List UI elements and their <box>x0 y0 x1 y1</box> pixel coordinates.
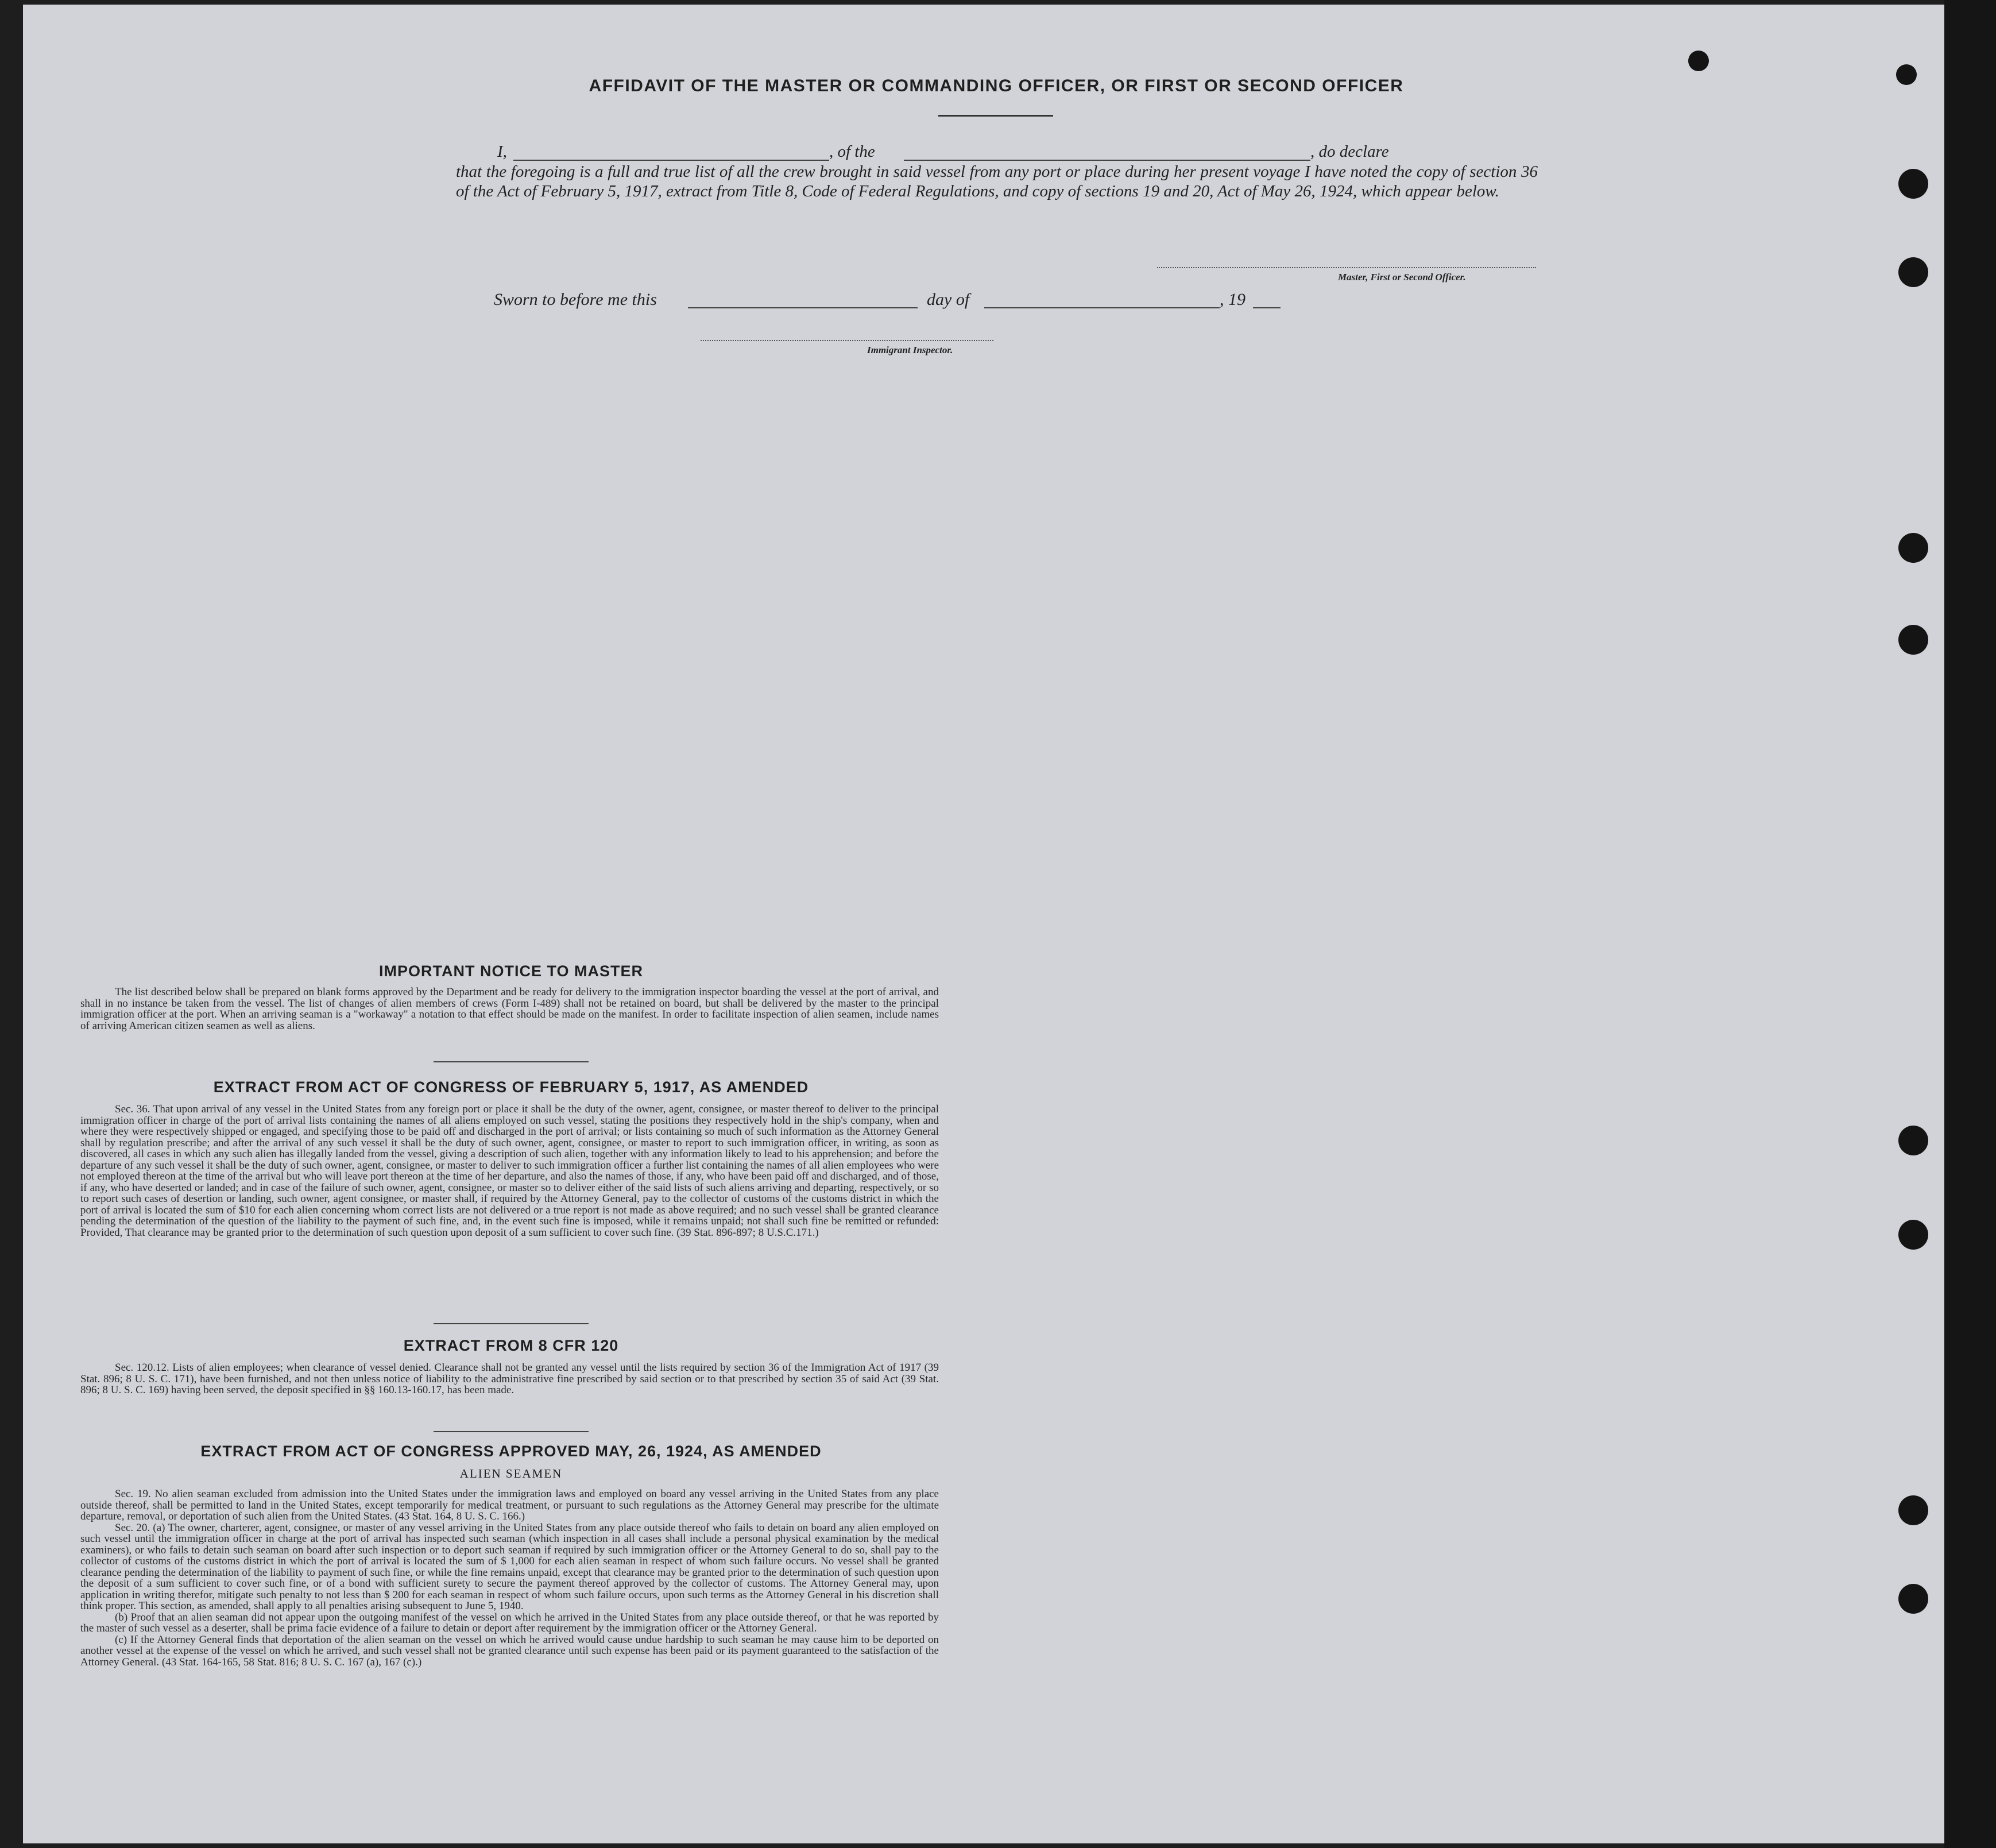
punch-hole <box>1898 257 1928 287</box>
signature-caption: Master, First or Second Officer. <box>1338 272 1466 283</box>
vessel-field[interactable] <box>904 142 1310 161</box>
extract-1924-subtitle: ALIEN SEAMEN <box>459 1467 563 1480</box>
separator <box>434 1431 589 1432</box>
notice-body <box>80 987 939 1031</box>
punch-hole <box>1898 625 1928 655</box>
notice-title: IMPORTANT NOTICE TO MASTER <box>379 962 643 980</box>
punch-hole <box>1898 169 1928 199</box>
punch-hole <box>1898 533 1928 563</box>
sworn-label: Sworn to before me this <box>494 290 657 309</box>
extract-cfr-body <box>80 1362 939 1396</box>
inspector-caption: Immigrant Inspector. <box>867 345 953 355</box>
title-rule <box>938 115 1053 117</box>
extract-1924-paragraph: (c) If the Attorney General finds that deportation of the alien seaman on the vessel on which he arrived would cause undue hardship to such seaman he may cause him to be deported on another vessel at the expense of the vessel on which he arrived, and such vessel shall not be granted clearance until such expense has been paid or its payment guaranteed to the satisfaction of the Attorney General. (43 Stat. 164-165, 58 Stat. 816; 8 U. S. C. 167 (a), 167 (c).) <box>80 1633 939 1668</box>
extract-1924-paragraph: Sec. 20. (a) The owner, charterer, agent, consignee, or master of any vessel arriving in the United States from any place outside thereof who fails to detain on board any alien employed on such vessel until the immigration officer in charge at the port of arrival has inspected such seaman (which inspection in all cases shall include a personal physical examination by the medical examiners), or who fails to detain such seaman on board after such inspection or to deport such seaman if required by such immigration officer or the Attorney General to do so, shall pay to the collector of customs of the customs district in which the port of arrival is located the sum of $ 1,000 for each alien seaman in respect of whom such failure occurs. No vessel shall be granted clearance pending the determination of the liability to payment of such fine, or while the fine remains unpaid, except that clearance may be granted prior to the determination of such question upon the deposit of a sum sufficient to cover such fine, or of a bond with sufficient surety to secure the payment thereof approved by the collector of customs. The Attorney General may, upon application in writing therefor, mitigate such penalty to not less than $ 200 for each seaman in respect of whom such failure occurs, upon such terms as the Attorney General in his discretion shall think proper. This section, as amended, shall apply to all penalties arising subsequent to June 5, 1940. <box>80 1521 939 1612</box>
notice-paragraph: The list described below shall be prepared on blank forms approved by the Department and be ready for delivery to the immigration inspector boarding the vessel at the port of arrival, and shall in no instance be taken from the vessel. The list of changes of alien members of crews (Form I-489) shall not be retained on board, but shall be delivered by the master to the principal immigration officer at the port. When an arriving seaman is a "workaway" a notation to that effect should be made on the manifest. In order to facilitate inspection of alien seamen, include names of arriving American citizen seamen as well as aliens. <box>80 986 939 1032</box>
extract-1917-paragraph: Sec. 36. That upon arrival of any vessel in the United States from any foreign port or place it shall be the duty of the owner, agent, consignee, or master thereof to deliver to the principal immigration officer in charge of the port of arrival lists containing the names of all aliens employed on such vessel, stating the positions they respectively hold in the ship's company, when and where they were respectively shipped or engaged, and specifying those to be paid off and discharged in the port of arrival; or lists containing so much of such information as the Attorney General shall by regulation prescribe; and after the arrival of any such vessel it shall be the duty of such owner, agent, consignee, or master to report to such immigration officer, in writing, as soon as discovered, all cases in which any such alien has illegally landed from the vessel, giving a description of such alien, together with any information likely to lead to his apprehension; and before the departure of any such vessel it shall be the duty of such owner, agent, consignee, or master to deliver to such immigration officer a further list containing the names of all alien employees who were not employed thereon at the time of the arrival but who will leave port thereon at the time of her departure, and also the names of those, if any, who have been paid off and discharged, and of those, if any, who have deserted or landed; and in case of the failure of such owner, agent, consignee, or master so to deliver either of the said lists of such aliens arriving and departing, respectively, or so to report such cases of desertion or landing, such owner, agent consignee, or master shall, if required by the Attorney General, pay to the collector of customs of the customs district in which the port of arrival is located the sum of $10 for each alien concerning whom correct lists are not delivered or a true report is not made as above required; and no such vessel shall be granted clearance pending the determination of the question of the liability to the payment of such fine, and, in the event such fine is imposed, while it remains unpaid; not shall such fine be remitted or refunded: Provided, That clearance may be granted prior to the determination of such question upon deposit of a sum sufficient to cover such fine. (39 Stat. 896-897; 8 U.S.C.171.) <box>80 1103 939 1239</box>
day-field[interactable] <box>688 290 918 308</box>
separator <box>434 1061 589 1062</box>
extract-1924-title: EXTRACT FROM ACT OF CONGRESS APPROVED MAY, 26, 1924, AS AMENDED <box>200 1443 822 1460</box>
punch-hole <box>1896 64 1917 85</box>
punch-hole <box>1898 1584 1928 1614</box>
inspector-signature-line[interactable] <box>701 340 993 341</box>
month-field[interactable] <box>984 290 1220 308</box>
extract-1917-title: EXTRACT FROM ACT OF CONGRESS OF FEBRUARY 5, 1917, AS AMENDED <box>213 1078 809 1096</box>
sworn-line <box>494 290 1298 313</box>
declaration-text: that the foregoing is a full and true list of all the crew brought in said vessel from any port or place during her present voyage I have noted the copy of section 36 of the Act of February 5, 1917, extract from Title 8, Code of Federal Regulations, and copy of sections 19 and 20, Act of May 26, 1924, which appear below. <box>456 163 1538 200</box>
i-label: I, <box>497 142 507 161</box>
signature-line[interactable] <box>1157 267 1536 268</box>
extract-cfr-paragraph: Sec. 120.12. Lists of alien employees; when clearance of vessel denied. Clearance shall not be granted any vessel until the lists required by section 36 of the Immigration Act of 1917 (39 Stat. 896; 8 U. S. C. 171), have been furnished, and not then unless notice of liability to the administrative fine prescribed by said section or to that prescribed by section 35 of said Act (39 Stat. 896; 8 U. S. C. 169) having been served, the deposit specified in §§ 160.13-160.17, has been made. <box>80 1362 939 1396</box>
day-of-label: day of <box>927 290 970 309</box>
do-declare-label: , do declare <box>1310 142 1389 161</box>
scan-border <box>1944 0 1996 1848</box>
extract-1924-paragraph: (b) Proof that an alien seaman did not appear upon the outgoing manifest of the vessel on which he arrived in the United States from any place outside thereof, or that he was reported by the master of such vessel as a deserter, shall be prima facie evidence of a failure to detain or deport after requirement by the immigration officer or the Attorney General. <box>80 1611 939 1634</box>
extract-1924-paragraph: Sec. 19. No alien seaman excluded from admission into the United States under the immigration laws and employed on board any vessel arriving in the United States from any place outside thereof, shall be permitted to land in the United States, except temporarily for medical treatment, or pursuant to such regulations as the Attorney General may prescribe for the ultimate departure, removal, or deportation of such alien from the United States. (43 Stat. 164, 8 U. S. C. 166.) <box>80 1488 939 1522</box>
punch-hole <box>1898 1220 1928 1250</box>
punch-hole <box>1688 51 1709 71</box>
affidavit-title: AFFIDAVIT OF THE MASTER OR COMMANDING OFFICER, OR FIRST OR SECOND OFFICER <box>589 76 1404 95</box>
punch-hole <box>1898 1126 1928 1155</box>
extract-cfr-title: EXTRACT FROM 8 CFR 120 <box>403 1337 619 1354</box>
year-field[interactable] <box>1253 290 1281 308</box>
punch-hole <box>1898 1495 1928 1525</box>
name-field[interactable] <box>513 142 829 161</box>
extract-1917-body <box>80 1104 939 1238</box>
year-prefix: , 19 <box>1220 290 1245 309</box>
of-the-label: , of the <box>829 142 875 161</box>
extract-1924-body <box>80 1489 939 1668</box>
separator <box>434 1323 589 1324</box>
